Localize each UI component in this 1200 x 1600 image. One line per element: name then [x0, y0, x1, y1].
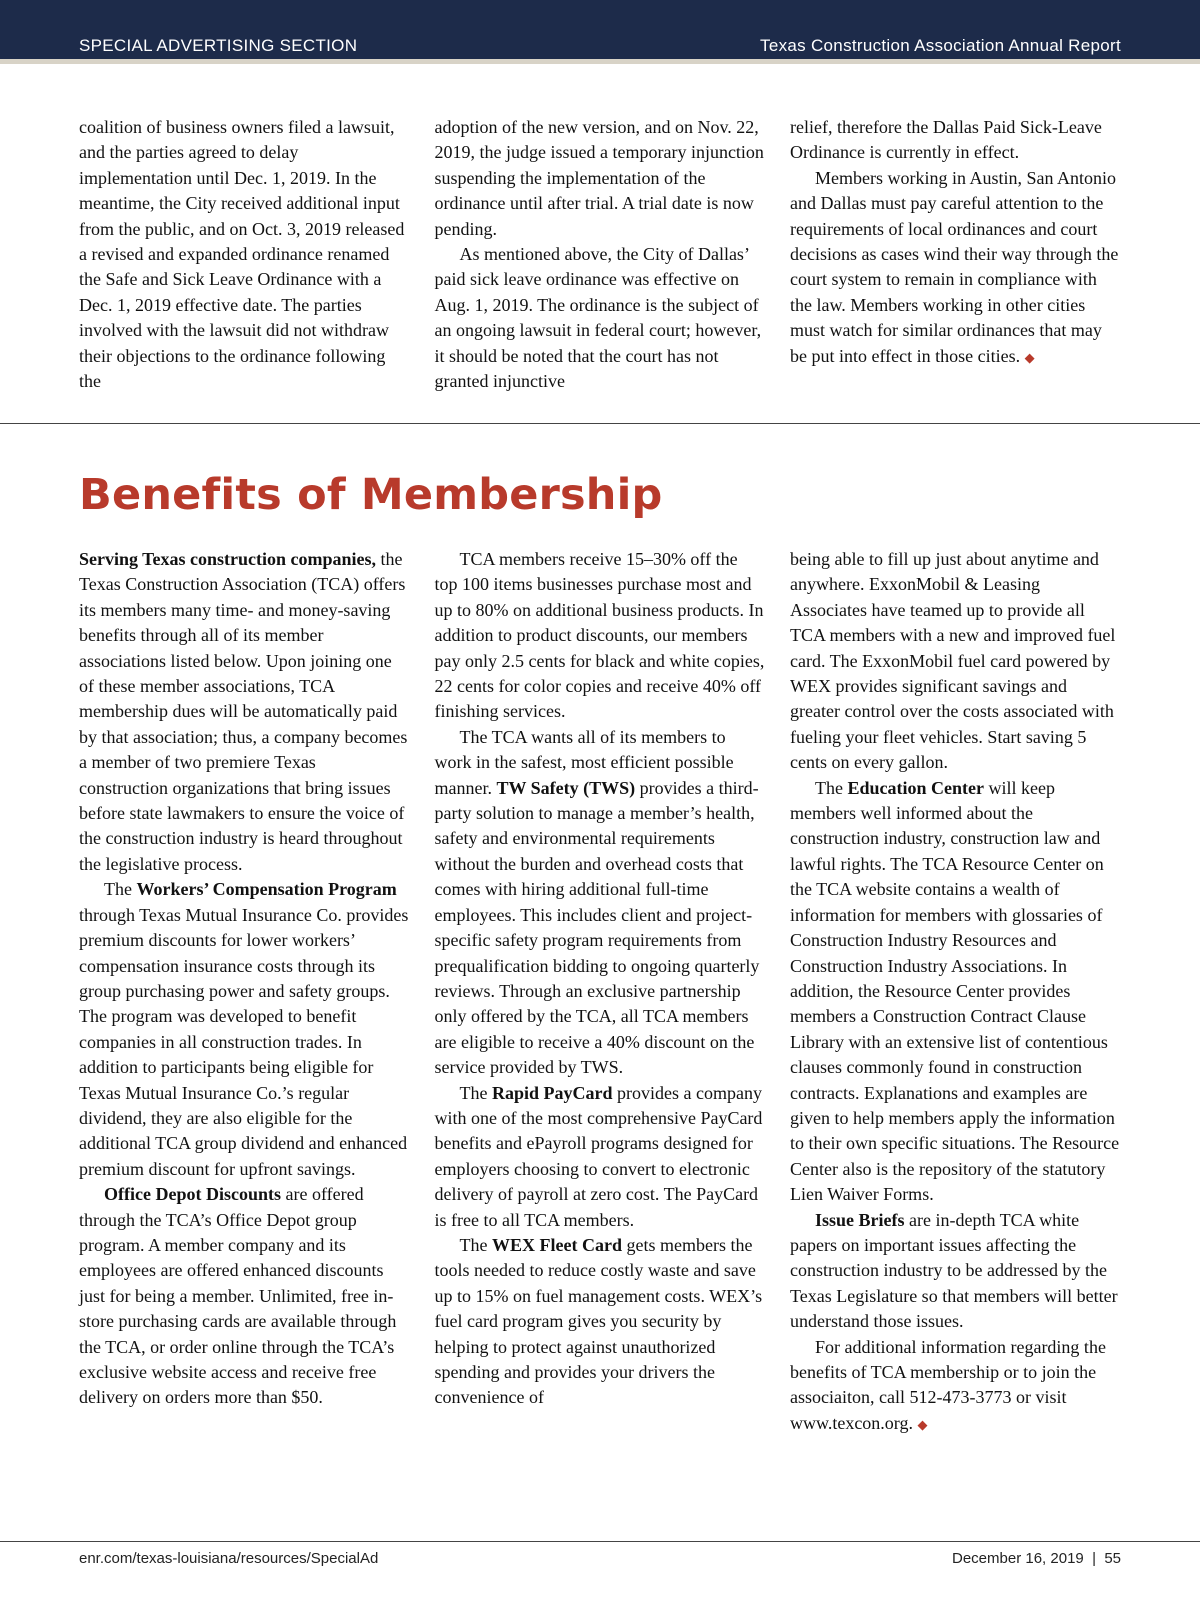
paragraph-text: the Texas Construction Association (TCA) offers its members many time- and money-saving benefits through all of its member associations listed below. Upon joining one of these member associations, TCA membership dues will be automatically paid by that association; thus, a company becomes a member of two premiere Texas construction organizations that bring issues before state lawmakers to ensure the voice of the construction industry is heard throughout the legislative process. [79, 549, 408, 874]
paragraph: being able to fill up just about anytime and anywhere. ExxonMobil & Leasing Associates have teamed up to provide all TCA members with a new and improved fuel card. The ExxonMobil fuel card powered by WEX provides significant savings and greater control over the costs associated with fueling your fleet vehicles. Start saving 5 cents on every gallon. [790, 549, 1116, 773]
paragraph-text: The [459, 1234, 492, 1255]
paragraph [790, 1208, 1120, 1335]
paragraph-text: are in-depth TCA white papers on important issues affecting the construction industry to be addressed by the Texas Legislature so that members will better understand those issues. [790, 1209, 1118, 1332]
header-bar [0, 0, 1200, 64]
benefit-name: Issue Briefs [815, 1209, 905, 1230]
paragraph-text: through Texas Mutual Insurance Co. provides premium discounts for lower workers’ compensation insurance costs through its group purchasing power and safety groups. The program was developed to benefit companies in all construction trades. In addition to participants being eligible for Texas Mutual Insurance Co.’s regular dividend, they are also eligible for the additional TCA group dividend and enhanced premium discount for upfront savings. [79, 904, 409, 1179]
top-article-column-1 [79, 115, 409, 394]
benefit-name: Workers’ Compensation Program [136, 879, 397, 900]
paragraph-text: are offered through the TCA’s Office Depot group program. A member company and its employees are offered enhanced discounts just for being a member. Unlimited, free in-store purchasing cards are available through the TCA, or order online through the TCA’s exclusive website access and receive free delivery on orders more than $50. [79, 1184, 397, 1408]
benefits-column-3 [790, 547, 1120, 1437]
section-label: SPECIAL ADVERTISING SECTION [79, 36, 358, 55]
paragraph-text: The [104, 879, 137, 900]
benefit-name: Office Depot Discounts [104, 1184, 281, 1205]
paragraph [79, 547, 409, 877]
section-title: Benefits of Membership [79, 470, 663, 520]
paragraph-text: For additional information regarding the benefits of TCA membership or to join the associaiton, call 512-473-3773 or visit www.texcon.org. [790, 1336, 1106, 1433]
benefits-article [79, 547, 1120, 1437]
benefits-column-2 [435, 547, 765, 1437]
paragraph-text: The [815, 777, 848, 798]
end-mark-icon: ◆ [917, 1416, 928, 1432]
benefit-name: WEX Fleet Card [491, 1234, 622, 1255]
paragraph-text: Members working in Austin, San Antonio and Dallas must pay careful attention to the requirements of local ordinances and court decisions as cases wind their way through the court system to remain in compliance with the law. Members working in other cities must watch for similar ordinances that may be put into effect in those cities. [790, 167, 1119, 366]
paragraph-text: will keep members well informed about the construction industry, construction law and lawful rights. The TCA Resource Center on the TCA website contains a wealth of information for members with glossaries of Construction Industry Resources and Construction Industry Associations. In addition, the Resource Center provides members a Construction Contract Clause Library with an extensive list of contentious clauses commonly found in construction contracts. Explanations and examples are given to help members apply the information to their own specific situations. The Resource Center also is the repository of the statutory Lien Waiver Forms. [790, 777, 1120, 1205]
footer-divider [0, 1541, 1200, 1542]
paragraph: As mentioned above, the City of Dallas’ paid sick leave ordinance was effective on Aug. 1, 2019. The ordinance is the subject of an ongoing lawsuit in federal court; however, it should be noted that the court has not granted injunctive [434, 244, 762, 392]
publication-title: Texas Construction Association Annual Report [760, 36, 1121, 55]
paragraph-text: provides a company with one of the most comprehensive PayCard benefits and ePayroll programs designed for employers choosing to convert to electronic delivery of payroll at zero cost. The PayCard is free to all TCA members. [434, 1082, 763, 1230]
paragraph-text: The TCA wants all of its members to work in the safest, most efficient possible manner. [434, 726, 734, 798]
footer-date-page: December 16, 2019 | 55 [952, 1550, 1121, 1567]
paragraph: coalition of business owners filed a lawsuit, and the parties agreed to delay implementation until Dec. 1, 2019. In the meantime, the City received additional input from the public, and on Oct. 3, 2019 released a revised and expanded ordinance renamed the Safe and Sick Leave Ordinance with a Dec. 1, 2019 effective date. The parties involved with the lawsuit did not withdraw their objections to the ordinance following the [79, 117, 405, 392]
paragraph [435, 1081, 765, 1233]
paragraph [435, 1233, 765, 1411]
benefit-name: TW Safety (TWS) [496, 777, 636, 798]
end-mark-icon: ◆ [1024, 349, 1035, 365]
top-article [79, 115, 1120, 394]
benefit-name: Rapid PayCard [491, 1082, 613, 1103]
paragraph-text: provides a third-party solution to manage a member’s health, safety and environmental requirements without the burden and overhead costs that comes with hiring additional full-time employees. This includes client and project-specific safety program requirements from prequalification bidding to ongoing quarterly reviews. Through an exclusive partnership only offered by the TCA, all TCA members are eligible to receive a 40% discount on the service provided by TWS. [434, 777, 760, 1078]
benefits-column-1 [79, 547, 409, 1437]
top-article-column-3 [790, 115, 1120, 394]
paragraph: TCA members receive 15–30% off the top 100 items businesses purchase most and up to 80% on additional business products. In addition to product discounts, our members pay only 2.5 cents for black and white copies, 22 cents for color copies and receive 40% off finishing services. [434, 549, 765, 722]
paragraph [79, 1182, 409, 1411]
paragraph [790, 776, 1120, 1208]
paragraph [79, 877, 409, 1182]
paragraph [790, 166, 1120, 370]
paragraph [435, 725, 765, 1081]
paragraph-text: gets members the tools needed to reduce costly waste and save up to 15% on fuel management costs. WEX’s fuel card program gives you security by helping to protect against unauthorized spending and provides your drivers the convenience of [434, 1234, 763, 1408]
paragraph: relief, therefore the Dallas Paid Sick-Leave Ordinance is currently in effect. [790, 117, 1102, 163]
footer-url: enr.com/texas-louisiana/resources/SpecialAd [79, 1550, 379, 1567]
top-article-column-2 [435, 115, 765, 394]
benefit-name: Education Center [847, 777, 984, 798]
paragraph: adoption of the new version, and on Nov. 22, 2019, the judge issued a temporary injunction suspending the implementation of the ordinance until after trial. A trial date is now pending. [434, 117, 764, 239]
lead-in: Serving Texas construction companies, [79, 549, 377, 569]
paragraph [790, 1335, 1120, 1438]
paragraph-text: The [459, 1082, 492, 1103]
section-divider [0, 423, 1200, 424]
